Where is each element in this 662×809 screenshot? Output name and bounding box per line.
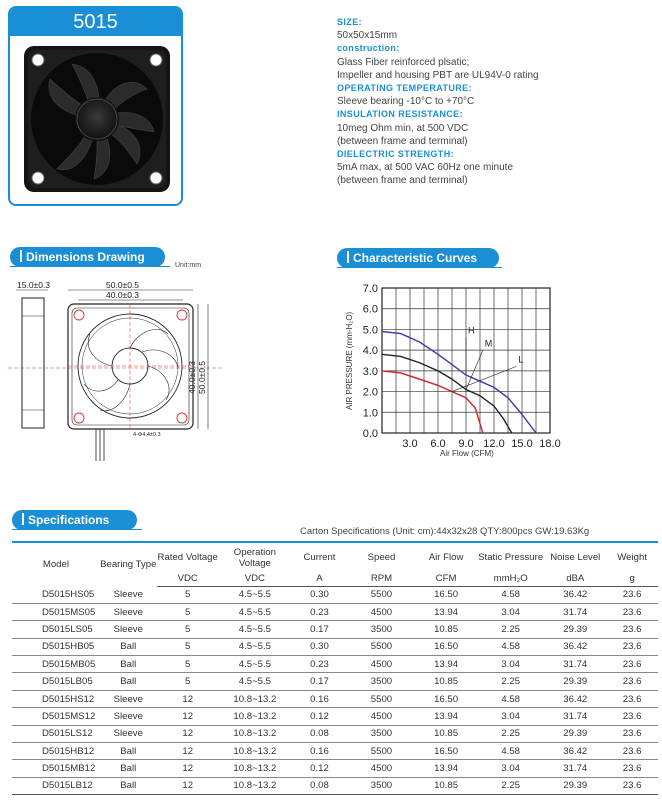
cell-weight: 23.6 [622,623,642,635]
spec-insulation-head: INSULATION RESISTANCE: [337,109,463,120]
cell-airflow: 10.85 [434,728,459,740]
chart-ylabel: AIR PRESSURE (mm-H₂O) [345,311,354,410]
cell-current: 0.23 [310,658,329,670]
cell-bearing: Ball [120,658,137,670]
spec-construction-head: construction: [337,43,400,54]
cell-speed: 5500 [370,693,393,705]
cell-noise: 36.42 [563,641,588,653]
cell-operation-voltage: 10.8~13.2 [233,693,277,705]
cell-noise: 29.39 [563,676,588,688]
cell-speed: 5500 [370,745,393,757]
cell-current: 0.16 [310,745,329,757]
cell-current: 0.30 [310,641,329,653]
cell-current: 0.12 [310,763,329,775]
cell-static-pressure: 4.58 [501,745,520,757]
cell-operation-voltage: 10.8~13.2 [233,728,277,740]
header-rated-voltage: Rated Voltage [157,552,218,563]
y-tick-label: 0.0 [362,428,378,440]
cell-speed: 4500 [370,763,393,775]
table-row [12,621,658,638]
header-static-pressure: Static Pressure [478,552,544,563]
cell-rated-voltage: 12 [182,728,194,740]
dimensions-title-text: Dimensions Drawing [26,250,145,264]
cell-model: D5015LS12 [42,728,93,740]
unit-static-pressure: mmH₂O [477,572,544,586]
header-operation-voltage: Operation Voltage [233,546,276,569]
cell-current: 0.16 [310,693,329,705]
header-noise: Noise Level [550,552,601,563]
cell-current: 0.23 [310,606,329,618]
x-tick-label: 6.0 [430,438,446,450]
spec-text-block [337,16,657,188]
cell-rated-voltage: 12 [182,710,194,722]
cell-noise: 31.74 [563,763,588,775]
chart-xlabel: Air Flow (CFM) [440,449,494,458]
x-tick-label: 18.0 [539,438,561,450]
cell-current: 0.30 [310,589,329,601]
y-tick-label: 3.0 [362,365,378,378]
cell-noise: 31.74 [563,658,588,670]
cell-current: 0.12 [310,710,329,722]
cell-static-pressure: 3.04 [501,763,520,775]
cell-model: D5015HS12 [42,693,95,705]
cell-bearing: Ball [120,763,137,775]
cell-rated-voltage: 5 [185,606,191,618]
unit-current: A [291,572,348,586]
cell-noise: 36.42 [563,693,588,705]
unit-label: Unit:mm [175,262,202,269]
cell-operation-voltage: 4.5~5.5 [238,641,272,653]
cell-speed: 5500 [370,641,393,653]
cell-static-pressure: 3.04 [501,658,520,670]
table-row [12,690,658,707]
cell-static-pressure: 4.58 [501,693,520,705]
spec-construction-line-1: Glass Fiber reinforced plsatic; [337,56,470,68]
cell-static-pressure: 2.25 [501,676,520,688]
dim-hole-label: 40.0±0.3 [106,290,140,300]
cell-speed: 4500 [370,710,393,722]
spec-temp-head: OPERATING TEMPERATURE: [337,83,472,94]
table-row [12,638,658,655]
specifications-title-text: Specifications [28,513,110,527]
cell-rated-voltage: 12 [182,780,194,792]
cell-weight: 23.6 [622,710,642,722]
cell-current: 0.08 [310,728,329,740]
cell-static-pressure: 4.58 [501,589,520,601]
dim-depth-label: 15.0±0.3 [17,280,51,290]
chart-y-ticks [363,283,378,440]
cell-model: D5015LB12 [42,780,93,792]
header-weight: Weight [617,552,647,563]
product-card [8,6,183,206]
cell-rated-voltage: 5 [185,658,191,670]
characteristic-chart [340,278,590,463]
header-current: Current [303,552,336,563]
header-airflow: Air Flow [428,552,464,563]
hole-note-label: 4-Φ4.4±0.3 [133,432,161,438]
cell-airflow: 13.94 [434,710,459,722]
unit-speed: RPM [348,572,415,586]
cell-static-pressure: 3.04 [501,710,520,722]
cell-weight: 23.6 [622,745,642,757]
curves-title-text: Characteristic Curves [353,251,478,265]
curves-underline [337,267,502,268]
cell-airflow: 13.94 [434,763,459,775]
dimensions-drawing [8,276,223,462]
cell-model: D5015MS12 [42,710,96,722]
dimensions-section-title [10,247,165,267]
cell-weight: 23.6 [622,693,642,705]
dim-outer-label: 50.0±0.5 [106,280,140,290]
series-label: H [468,325,475,336]
series-label: M [484,338,493,349]
cell-static-pressure: 2.25 [501,780,520,792]
x-tick-label: 12.0 [483,438,505,450]
cell-noise: 36.42 [563,745,588,757]
x-tick-label: 3.0 [402,438,418,450]
cell-operation-voltage: 4.5~5.5 [238,606,272,618]
cell-weight: 23.6 [622,589,642,601]
cell-operation-voltage: 4.5~5.5 [238,658,272,670]
cell-operation-voltage: 4.5~5.5 [238,623,272,635]
cell-airflow: 16.50 [434,641,459,653]
cell-model: D5015LB05 [42,676,93,688]
cell-airflow: 16.50 [434,589,459,601]
dim-outer-v-label: 50.0±0.5 [197,360,207,394]
cell-static-pressure: 4.58 [501,641,520,653]
cell-rated-voltage: 5 [185,589,191,601]
cell-rated-voltage: 5 [185,676,191,688]
cell-airflow: 10.85 [434,780,459,792]
cell-bearing: Ball [120,780,137,792]
cell-model: D5015LS05 [42,623,93,635]
cell-current: 0.17 [310,623,329,635]
series-line-h [382,332,536,434]
header-speed: Speed [367,552,396,563]
chart-series [382,325,536,433]
cell-speed: 4500 [370,658,393,670]
cell-bearing: Ball [120,676,137,688]
specifications-underline [12,529,142,530]
header-model: Model [42,559,69,570]
cell-static-pressure: 3.04 [501,606,520,618]
cell-noise: 29.39 [563,780,588,792]
x-tick-label: 9.0 [458,438,474,450]
y-tick-label: 1.0 [362,407,378,420]
table-row [12,673,658,690]
cell-operation-voltage: 4.5~5.5 [238,676,272,688]
table-row [12,777,658,794]
cell-speed: 3500 [370,780,393,792]
unit-weight: g [606,572,658,586]
cell-static-pressure: 2.25 [501,728,520,740]
cell-airflow: 13.94 [434,658,459,670]
spec-temp-line: Sleeve bearing -10°C to +70°C [337,96,475,108]
cell-speed: 5500 [370,589,393,601]
cell-bearing: Sleeve [113,710,143,722]
dim-hole-v-label: 40.0±0.3 [187,360,197,394]
cell-noise: 36.42 [563,589,588,601]
spec-dielectric-line-2: (between frame and terminal) [337,175,468,187]
cell-noise: 29.39 [563,623,588,635]
cell-noise: 31.74 [563,710,588,722]
cell-noise: 29.39 [563,728,588,740]
cell-rated-voltage: 5 [185,641,191,653]
cell-weight: 23.6 [622,780,642,792]
table-row [12,743,658,760]
cell-weight: 23.6 [622,763,642,775]
table-row [12,586,658,603]
spec-insulation-line-1: 10meg Ohm min, at 500 VDC [337,122,469,134]
cell-rated-voltage: 12 [182,693,194,705]
cell-airflow: 16.50 [434,745,459,757]
header-bearing: Bearing Type [100,559,157,570]
cell-rated-voltage: 5 [185,623,191,635]
spec-size-head: SIZE: [337,17,363,27]
specifications-section-title [12,510,137,530]
dimensions-underline [10,266,170,267]
cell-speed: 4500 [370,606,393,618]
cell-bearing: Sleeve [113,623,143,635]
cell-model: D5015MB05 [42,658,96,670]
spec-insulation-line-2: (between frame and terminal) [337,135,468,147]
cell-bearing: Ball [120,641,137,653]
y-tick-label: 2.0 [362,386,378,399]
cell-model: D5015HB12 [42,745,95,757]
cell-operation-voltage: 10.8~13.2 [233,763,277,775]
table-row [12,603,658,620]
cell-current: 0.08 [310,780,329,792]
series-line-l [382,371,483,433]
unit-operation-voltage: VDC [219,572,291,586]
cell-bearing: Sleeve [113,588,143,600]
cell-operation-voltage: 10.8~13.2 [233,710,277,722]
carton-specifications: Carton Specifications (Unit: cm):44x32x28 QTY:800pcs GW:19.63Kg [300,526,590,537]
cell-bearing: Sleeve [113,693,143,705]
cell-weight: 23.6 [622,676,642,688]
cell-speed: 3500 [370,676,393,688]
y-tick-label: 5.0 [362,324,378,337]
cell-model: D5015MB12 [42,763,96,775]
product-title: 5015 [10,8,181,36]
cell-operation-voltage: 10.8~13.2 [233,745,277,757]
spec-size-line: 50x50x15mm [337,30,398,42]
cell-weight: 23.6 [622,658,642,670]
spec-dielectric-line-1: 5mA max, at 500 VAC 60Hz one minute [337,162,514,174]
cell-airflow: 16.50 [434,693,459,705]
cell-rated-voltage: 12 [182,745,194,757]
cell-bearing: Sleeve [113,728,143,740]
cell-operation-voltage: 10.8~13.2 [233,780,277,792]
cell-model: D5015HS05 [42,588,95,600]
table-header-row [12,542,658,572]
cell-bearing: Sleeve [113,606,143,618]
cell-airflow: 10.85 [434,676,459,688]
y-tick-label: 4.0 [362,345,378,358]
y-tick-label: 7.0 [362,283,378,295]
cell-rated-voltage: 12 [182,763,194,775]
fan-photo [22,44,172,194]
table-row [12,760,658,777]
cell-weight: 23.6 [622,606,642,618]
table-row [12,725,658,742]
unit-rated-voltage: VDC [157,572,219,586]
table-row [12,656,658,673]
cell-bearing: Ball [120,745,137,757]
cell-airflow: 13.94 [434,606,459,618]
series-label-leader [452,366,516,391]
x-tick-label: 15.0 [511,438,533,450]
cell-operation-voltage: 4.5~5.5 [238,589,272,601]
spec-construction-line-2: Impeller and housing PBT are UL94V-0 rating [337,69,539,81]
series-label: L [518,354,524,365]
cell-weight: 23.6 [622,728,642,740]
cell-model: D5015HB05 [42,641,95,653]
specifications-table [12,541,658,795]
cell-weight: 23.6 [622,641,642,653]
series-line-m [382,354,512,433]
unit-airflow: CFM [415,572,477,586]
cell-noise: 31.74 [563,606,588,618]
y-tick-label: 6.0 [362,303,378,316]
table-body [12,586,658,795]
cell-airflow: 10.85 [434,623,459,635]
spec-dielectric-head: DIELECTRIC STRENGTH: [337,149,454,160]
cell-speed: 3500 [370,728,393,740]
cell-model: D5015MS05 [42,606,96,618]
curves-section-title [337,248,499,268]
unit-noise: dBA [544,572,606,586]
cell-speed: 3500 [370,623,393,635]
table-row [12,708,658,725]
cell-static-pressure: 2.25 [501,623,520,635]
cell-current: 0.17 [310,676,329,688]
